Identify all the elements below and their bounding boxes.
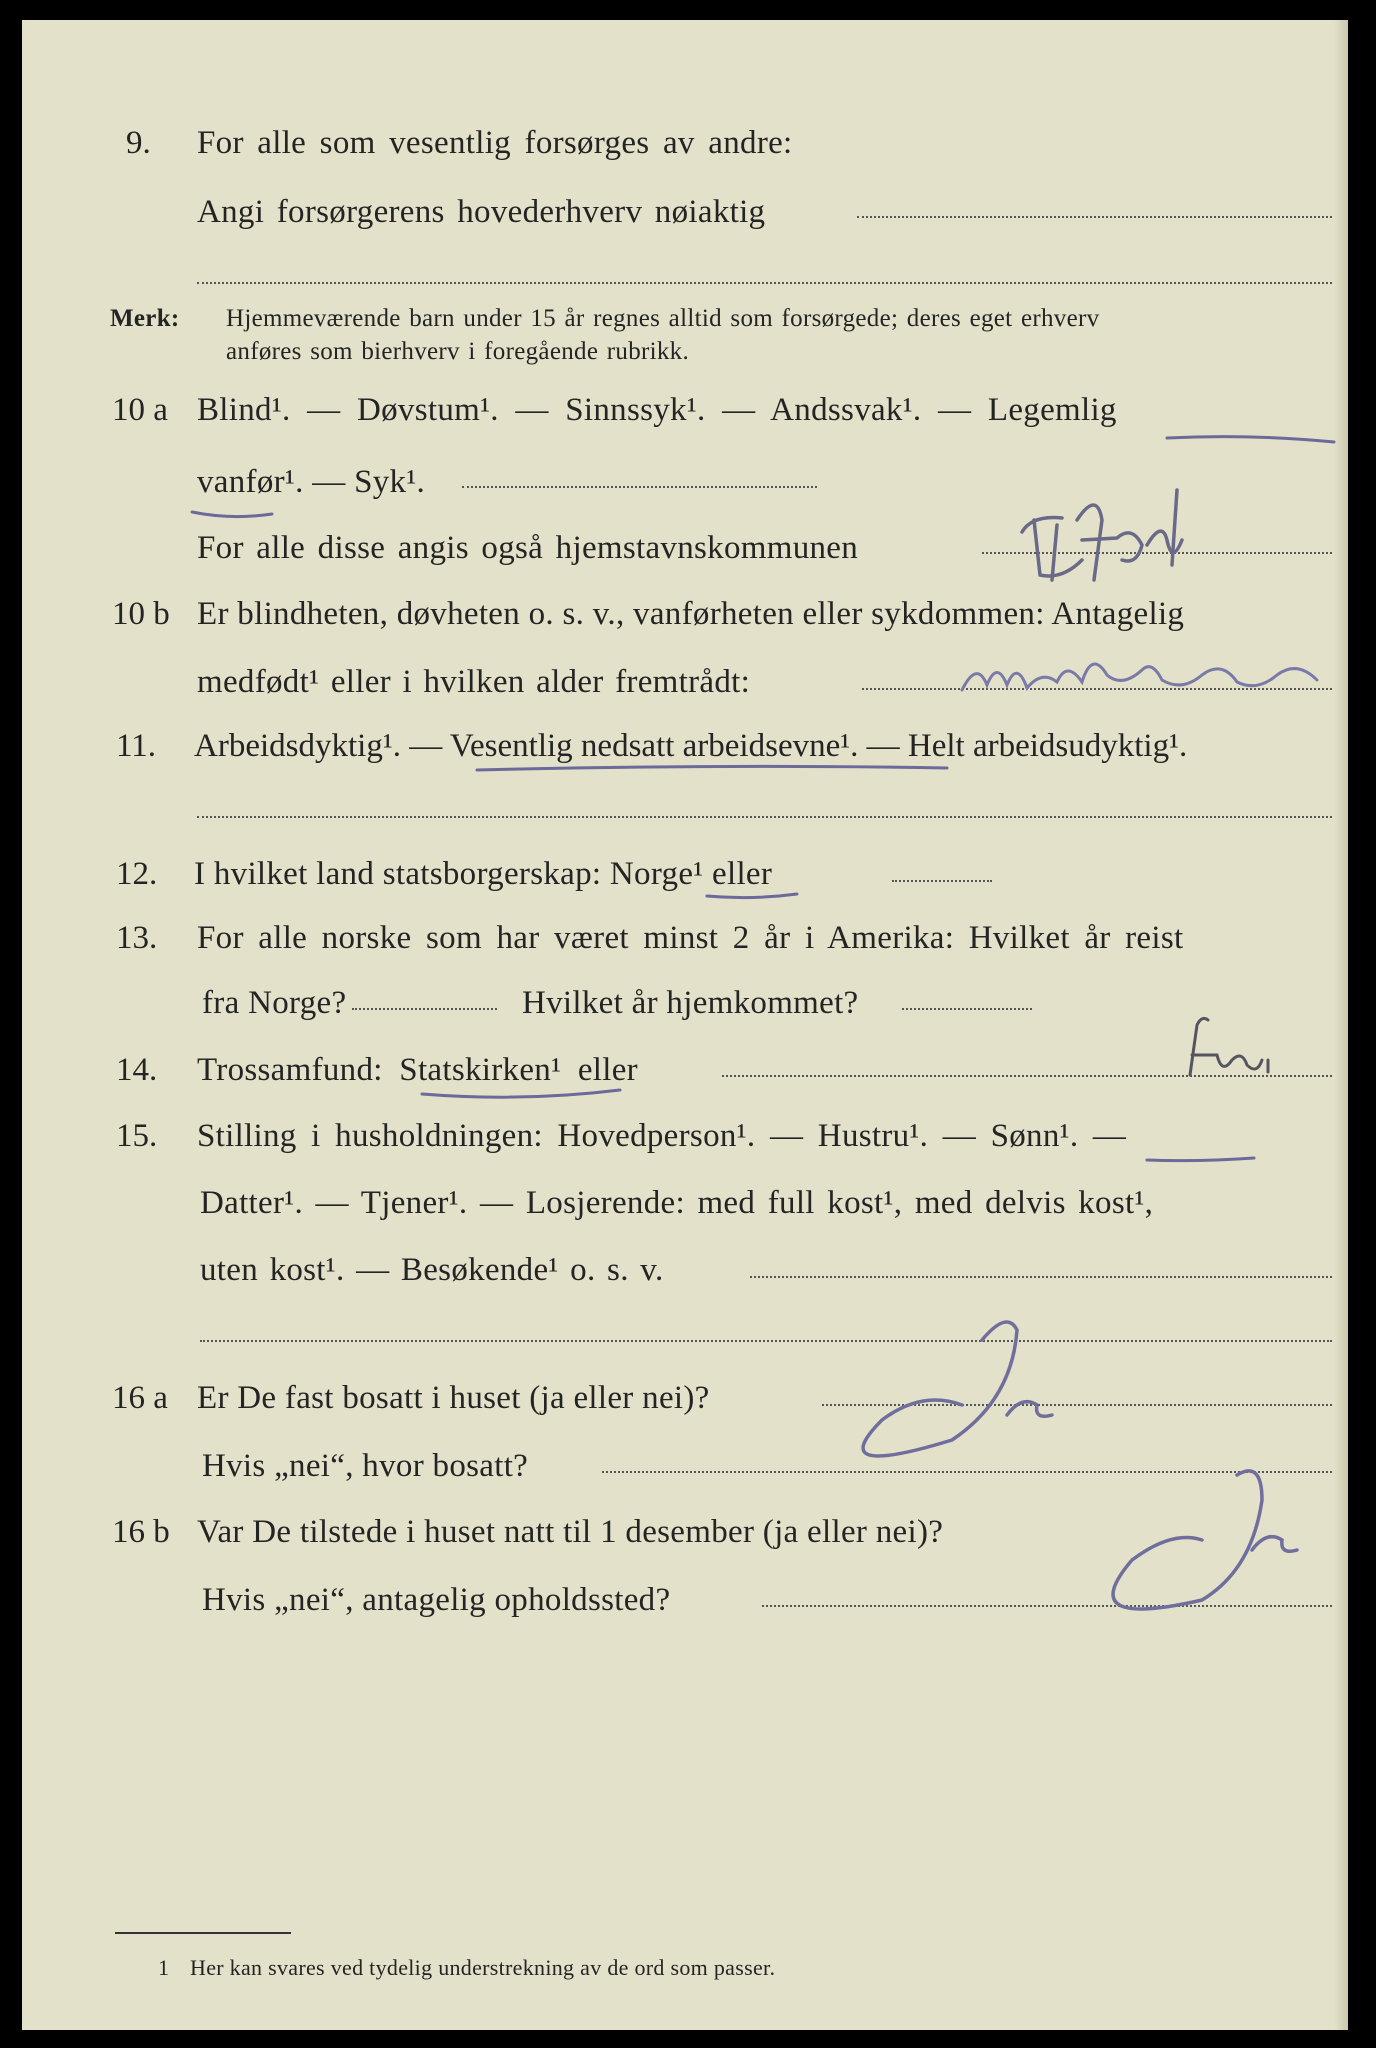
q9-line1: For alle som vesentlig forsørges av andre: [197, 125, 793, 161]
q10a-line2: vanfør¹. — Syk¹. [197, 464, 426, 500]
q15-answer-line [750, 1276, 1332, 1278]
underline-vanfor [192, 512, 272, 517]
q12-line1: I hvilket land statsborgerskap: Norge¹ eller [194, 856, 773, 892]
q10a-answer-line [982, 552, 1332, 554]
q10b-number: 10 b [112, 596, 170, 632]
footnote-rule [115, 1932, 291, 1934]
q10a-syk-line [462, 486, 817, 488]
footnote-text: Her kan svares ved tydelig understrekning av de ord som passer. [190, 1955, 776, 1980]
q16b-line2: Hvis „nei“, antagelig opholdssted? [202, 1582, 671, 1618]
q14-answer-line [722, 1075, 1332, 1077]
q16b-line1: Var De tilstede i huset natt til 1 desember (ja eller nei)? [197, 1514, 944, 1550]
answer-10a-handwriting [1022, 490, 1182, 580]
q12-number: 12. [116, 856, 158, 892]
underline-vesentlig-nedsatt [477, 766, 947, 770]
q11-line1: Arbeidsdyktig¹. — Vesentlig nedsatt arbeidsevne¹. — Helt arbeidsudyktig¹. [194, 728, 1188, 764]
q11-extra-line [197, 816, 1332, 818]
footnote-mark: 1 [158, 1955, 170, 1980]
q13-number: 13. [116, 920, 158, 956]
q16a-line2: Hvis „nei“, hvor bosatt? [202, 1448, 529, 1484]
underline-norge [707, 894, 797, 898]
q16a-bosatt-line [602, 1471, 1332, 1473]
q15-line2: Datter¹. — Tjener¹. — Losjerende: med full kost¹, med delvis kost¹, [200, 1185, 1154, 1221]
q14-number: 14. [116, 1052, 158, 1088]
q13-line1: For alle norske som har været minst 2 år i Amerika: Hvilket år reist [197, 920, 1184, 956]
merk-line2: anføres som bierhverv i foregående rubrikk. [226, 338, 690, 365]
q13-hjemkommet-line [902, 1008, 1032, 1010]
q10b-answer-line [862, 688, 1332, 690]
answer-10b-text [1022, 710, 1027, 711]
q16a-line1: Er De fast bosatt i huset (ja eller nei)? [197, 1380, 710, 1416]
q10a-number: 10 a [112, 392, 168, 428]
q9-number: 9. [126, 125, 151, 161]
answer-14-handwriting [1190, 1018, 1268, 1075]
merk-line1: Hjemmeværende barn under 15 år regnes alltid som forsørgede; deres eget erhverv [226, 305, 1100, 332]
q9-answer-line [857, 216, 1332, 218]
q16b-opholdssted-line [762, 1605, 1332, 1607]
q10b-line1: Er blindheten, døvheten o. s. v., vanførheten eller sykdommen: Antagelig [197, 596, 1185, 632]
q13-reist-line [352, 1008, 497, 1010]
q10a-line3: For alle disse angis også hjemstavnskommunen [197, 530, 859, 566]
q9-line2: Angi forsørgerens hovederhverv nøiaktig [197, 194, 766, 230]
answer-16a-text [1002, 1440, 1003, 1441]
answer-10a-text [1052, 590, 1057, 591]
q9-extra-line [197, 282, 1332, 284]
q14-line1: Trossamfund: Statskirken¹ eller [197, 1052, 638, 1088]
q12-answer-line [892, 880, 992, 882]
answer-16a-handwriting [863, 1322, 1052, 1456]
underline-legemlig [1167, 437, 1334, 442]
underline-sonn [1147, 1158, 1254, 1161]
q15-line1: Stilling i husholdningen: Hovedperson¹. — Hustru¹. — Sønn¹. — [197, 1118, 1127, 1154]
answer-14-text [1202, 1080, 1205, 1081]
q10a-line1: Blind¹. — Døvstum¹. — Sinnssyk¹. — Andssvak¹. — Legemlig [197, 392, 1117, 428]
q16a-number: 16 a [112, 1380, 168, 1416]
census-form-page [22, 20, 1348, 2030]
answer-16b-handwriting [1113, 1471, 1297, 1609]
q15-number: 15. [116, 1118, 158, 1154]
q16a-answer-line [822, 1404, 1332, 1406]
answer-16b-text [1222, 1580, 1223, 1581]
q11-number: 11. [116, 728, 157, 764]
q13-line2a: fra Norge? [202, 985, 347, 1021]
merk-label: Merk: [110, 305, 180, 332]
q16b-number: 16 b [112, 1514, 170, 1550]
underline-statskirken [422, 1090, 620, 1097]
q10b-line2: medfødt¹ eller i hvilken alder fremtrådt: [197, 664, 751, 700]
q13-line2b: Hvilket år hjemkommet? [522, 985, 859, 1021]
answer-10b-handwriting [962, 664, 1317, 690]
q15-extra-line [200, 1340, 1332, 1342]
q15-line3: uten kost¹. — Besøkende¹ o. s. v. [200, 1252, 664, 1288]
